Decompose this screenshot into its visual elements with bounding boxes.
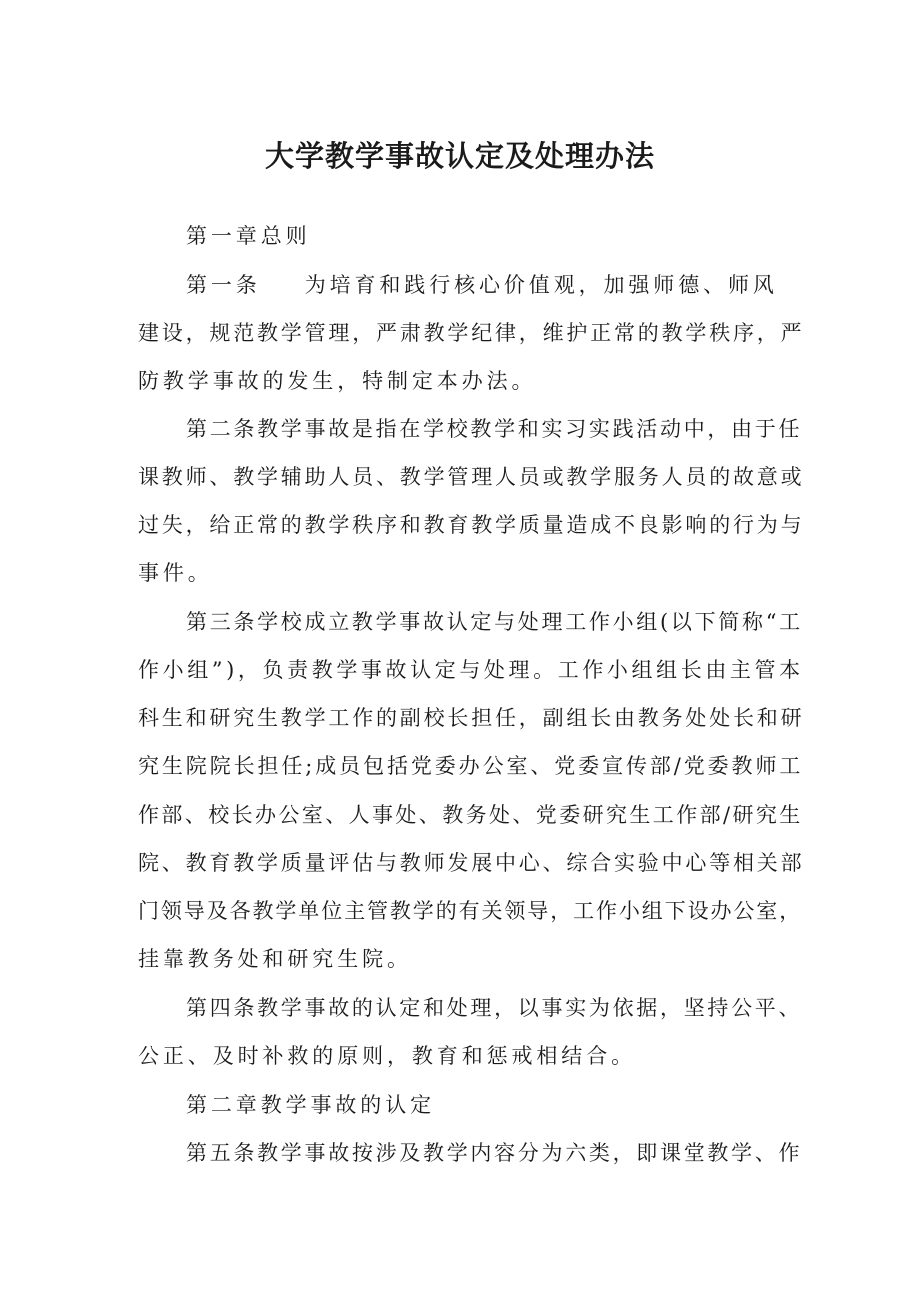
article-2-line-4: 事件。 [138,561,213,585]
article-3-line-1: 第三条学校成立教学事故认定与处理工作小组(以下简称“工 [186,610,803,634]
article-1-text: 为培育和践行核心价值观，加强师德、师风 [304,273,778,297]
article-2-line-1: 第二条教学事故是指在学校教学和实习实践活动中，由于任 [186,417,803,441]
article-2-line-3: 过失，给正常的教学秩序和教育教学质量造成不良影响的行为与 [138,513,805,537]
article-1-label: 第一条 [186,273,261,297]
article-1-line-3: 防教学事故的发生，特制定本办法。 [138,369,537,393]
article-1-line-2: 建设，规范教学管理，严肃教学纪律，维护正常的教学秩序，严 [138,321,805,345]
chapter-2-heading: 第二章教学事故的认定 [186,1093,435,1117]
article-3-line-8: 挂靠教务处和研究生院。 [138,947,412,971]
article-3-line-2: 作小组”)，负责教学事故认定与处理。工作小组组长由主管本 [138,658,804,682]
article-3-line-4: 究生院院长担任;成员包括党委办公室、党委宣传部/党委教师工 [138,754,804,778]
article-3-line-7: 门领导及各教学单位主管教学的有关领导，工作小组下设办公室， [138,899,803,923]
document-title: 大学教学事故认定及处理办法 [264,139,655,173]
article-3-line-5: 作部、校长办公室、人事处、教务处、党委研究生工作部/研究生 [138,803,803,827]
article-2-line-2: 课教师、教学辅助人员、教学管理人员或教学服务人员的故意或 [138,465,805,489]
article-4-line-2: 公正、及时补救的原则，教育和惩戒相结合。 [138,1044,636,1068]
article-3-line-3: 科生和研究生教学工作的副校长担任，副组长由教务处处长和研 [138,706,805,730]
article-4-line-1: 第四条教学事故的认定和处理，以事实为依据，坚持公平、 [186,996,803,1020]
article-5-line-1: 第五条教学事故按涉及教学内容分为六类，即课堂教学、作 [186,1141,803,1165]
article-3-line-6: 院、教育教学质量评估与教师发展中心、综合实验中心等相关部 [138,851,805,875]
article-1-first-line [186,270,778,300]
chapter-1-heading: 第一章总则 [186,224,311,248]
